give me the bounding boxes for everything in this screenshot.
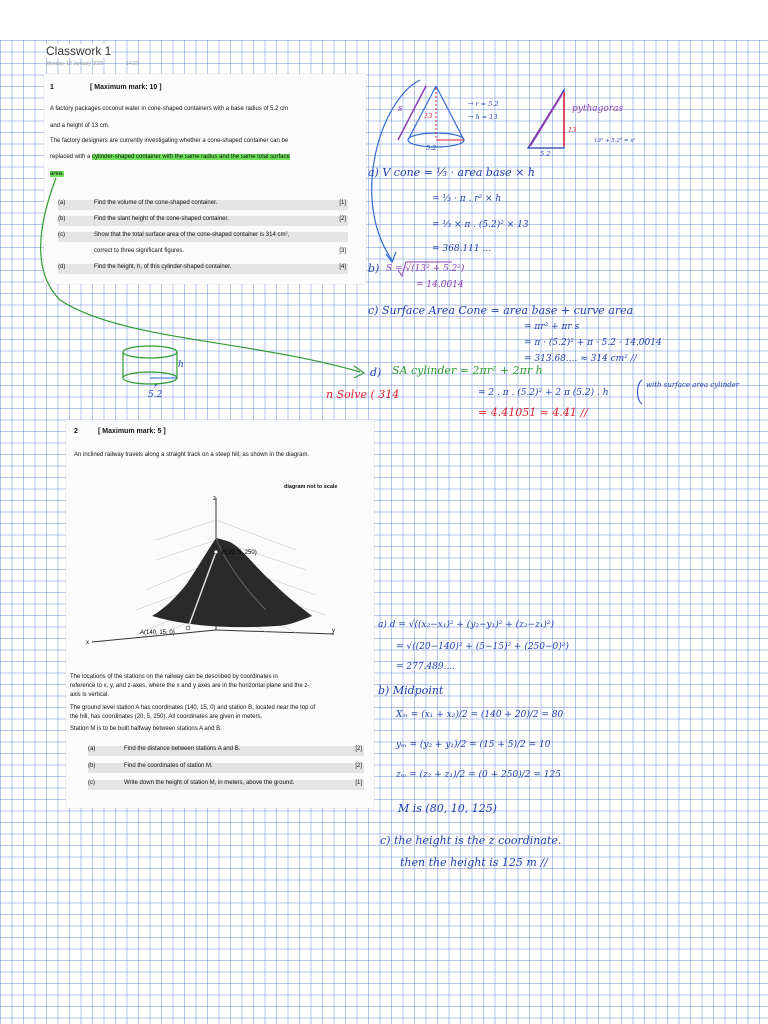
note-bracket <box>638 380 643 404</box>
question-1-line-1: A factory packages coconut water in cone-shaped containers with a base radius of 5.2 cm <box>50 106 289 112</box>
part-text: Find the slant height of the cone-shaped container. <box>94 216 229 222</box>
part-letter: (c) <box>58 232 65 238</box>
q1c-line-3: = π · (5.2)² + π · 5.2 · 14.0014 <box>524 338 662 348</box>
part-text: Write down the height of station M, in meters, above the ground. <box>124 780 295 786</box>
page-date: Monday, 13 January 2025 <box>46 61 104 67</box>
q2a-line-2: = √((20−140)² + (5−15)² + (250−0)²) <box>396 642 569 652</box>
part-mark: [4] <box>339 264 346 270</box>
cone-h-label: 13 <box>424 112 433 120</box>
triangle-hypotenuse <box>530 94 562 146</box>
cone-h-note: → h = 13 <box>468 113 498 121</box>
q2c-line-2: then the height is 125 m // <box>400 856 548 869</box>
question-1-line-3: The factory designers are currently investigating whether a cone-shaped container can be <box>50 138 289 144</box>
q2b-line-3: zₘ = (z₂ + z₁)/2 = (0 + 250)/2 = 125 <box>396 770 561 780</box>
diagram-note: diagram not to scale <box>284 484 338 490</box>
q1d-note: with surface area cylinder <box>646 381 740 389</box>
question-2-line-2: reference to x, y, and z-axes, where the x and y axes are in the horizontal plane and the z- <box>70 683 310 689</box>
x-axis-label: x <box>86 640 89 646</box>
q1c-line-2: = πr² + πr s <box>524 322 580 332</box>
part-letter: (b) <box>88 763 96 769</box>
question-2-number: 2 <box>74 428 78 435</box>
q1a-line-2: = ⅓ · π . r² × h <box>432 194 502 204</box>
part-mark: [2] <box>339 216 346 222</box>
question-2-intro: An inclined railway travels along a straight track on a steep hill, as shown in the diagram. <box>74 452 310 458</box>
part-letter: (c) <box>88 780 95 786</box>
part-text: Find the coordinates of station M. <box>124 763 213 769</box>
q1c-line-4: = 313.68.... ≈ 314 cm² // <box>524 354 637 364</box>
q2a-line-3: = 277.489.... <box>396 662 456 672</box>
green-connector <box>41 178 360 372</box>
question-2-line-5: the hill, has coordinates (20, 5, 250). All coordinates are given in meters. <box>70 714 263 720</box>
y-axis-label: y <box>332 628 335 634</box>
cone-s-label: s <box>398 104 403 114</box>
q1d-line-1: SA cylinder = 2πr² + 2πr h <box>392 364 543 377</box>
triangle-side-label: 13 <box>568 126 577 134</box>
point-a-label: A(140, 15, 0) <box>140 630 175 636</box>
part-mark: [1] <box>355 780 362 786</box>
triangle-base-label: 5.2 <box>540 150 551 158</box>
cylinder-h-label: h <box>178 360 184 370</box>
page-title: Classwork 1 <box>46 44 112 58</box>
cylinder-r-label: r <box>154 382 158 390</box>
question-1-marks: [ Maximum mark: 10 ] <box>90 84 162 91</box>
part-mark: [2] <box>355 746 362 752</box>
pythagoras-label: pythagoras <box>572 104 624 114</box>
q1d-line-2: = 2 . π . (5.2)² + 2 π (5.2) . h <box>478 388 609 398</box>
q1d-answer: = 4.41051 ≈ 4.41 // <box>478 406 588 419</box>
q1b-line-1: S = √(13² + 5.2²) <box>386 264 465 274</box>
q1d-solve: n Solve ( 314 <box>326 388 400 401</box>
q1a-line-3: = ⅓ × π . (5.2)² × 13 <box>432 220 529 230</box>
cone-base-label: 5.2 <box>426 144 437 152</box>
part-text: Find the height, h, of this cylinder-shaped container. <box>94 264 232 270</box>
q2b-line-4: M is (80, 10, 125) <box>398 802 497 815</box>
question-2-line-3: axis is vertical. <box>70 692 110 698</box>
question-2-line-6: Station M is to be built halfway between stations A and B. <box>70 726 222 732</box>
q2c-line-1: c) the height is the z coordinate. <box>380 834 562 847</box>
part-letter: (d) <box>58 264 66 270</box>
q1a-line-4: = 368.111 ... <box>432 244 492 254</box>
q2b-line-1: Xₘ = (x₁ + x₂)/2 = (140 + 20)/2 = 80 <box>396 710 564 720</box>
q2b-line-2: yₘ = (y₂ + y₁)/2 = (15 + 5)/2 = 10 <box>396 740 551 750</box>
part-letter: (a) <box>88 746 96 752</box>
question-1-number: 1 <box>50 84 54 91</box>
part-text: Show that the total surface area of the cone-shaped container is 314 cm², <box>94 232 290 238</box>
cone-r-note: → r = 5.2 <box>468 100 499 108</box>
pythagoras-formula: 13² + 5.2² = s² <box>594 138 636 144</box>
part-letter: (b) <box>58 216 66 222</box>
q1b-line-2: = 14.0014 <box>416 280 464 290</box>
part-text: Find the volume of the cone-shaped container. <box>94 200 218 206</box>
cylinder-top <box>123 346 177 358</box>
q1a-line-1: a) V cone = ⅓ · area base × h <box>368 166 535 179</box>
part-mark: [1] <box>339 200 346 206</box>
point-b-label: B(20, 5, 250) <box>222 550 257 556</box>
part-letter: (a) <box>58 200 66 206</box>
z-axis-label: z <box>213 496 216 502</box>
highlighted-text-2: area. <box>50 171 64 177</box>
cylinder-base-label: 5.2 <box>148 390 163 400</box>
question-2-line-1: The locations of the stations on the railway can be described by coordinates in <box>70 674 278 680</box>
highlighted-text: cylinder-shaped container with the same radius and the same total surface <box>92 154 290 160</box>
question-1-line-4-start: replaced with a <box>50 154 93 160</box>
page-time: 14:27 <box>126 61 139 67</box>
q1d-prefix: d) <box>370 366 382 379</box>
question-1-line-2: and a height of 13 cm. <box>50 123 110 129</box>
question-2-marks: [ Maximum mark: 5 ] <box>98 428 166 435</box>
part-text: correct to three significant figures. <box>94 248 185 254</box>
q2b-heading: b) Midpoint <box>378 684 444 697</box>
q2a-line-1: a) d = √((x₂−x₁)² + (y₂−y₁)² + (z₂−z₁)²) <box>378 620 555 630</box>
part-text: Find the distance between stations A and B. <box>124 746 241 752</box>
part-mark: [2] <box>355 763 362 769</box>
question-2-line-4: The ground level station A has coordinates (140, 15, 0) and station B, located near the top of <box>70 705 316 711</box>
part-mark: [3] <box>339 248 346 254</box>
q1b-prefix: b) <box>368 262 380 275</box>
q1c-line-1: c) Surface Area Cone = area base + curve area <box>368 304 634 317</box>
